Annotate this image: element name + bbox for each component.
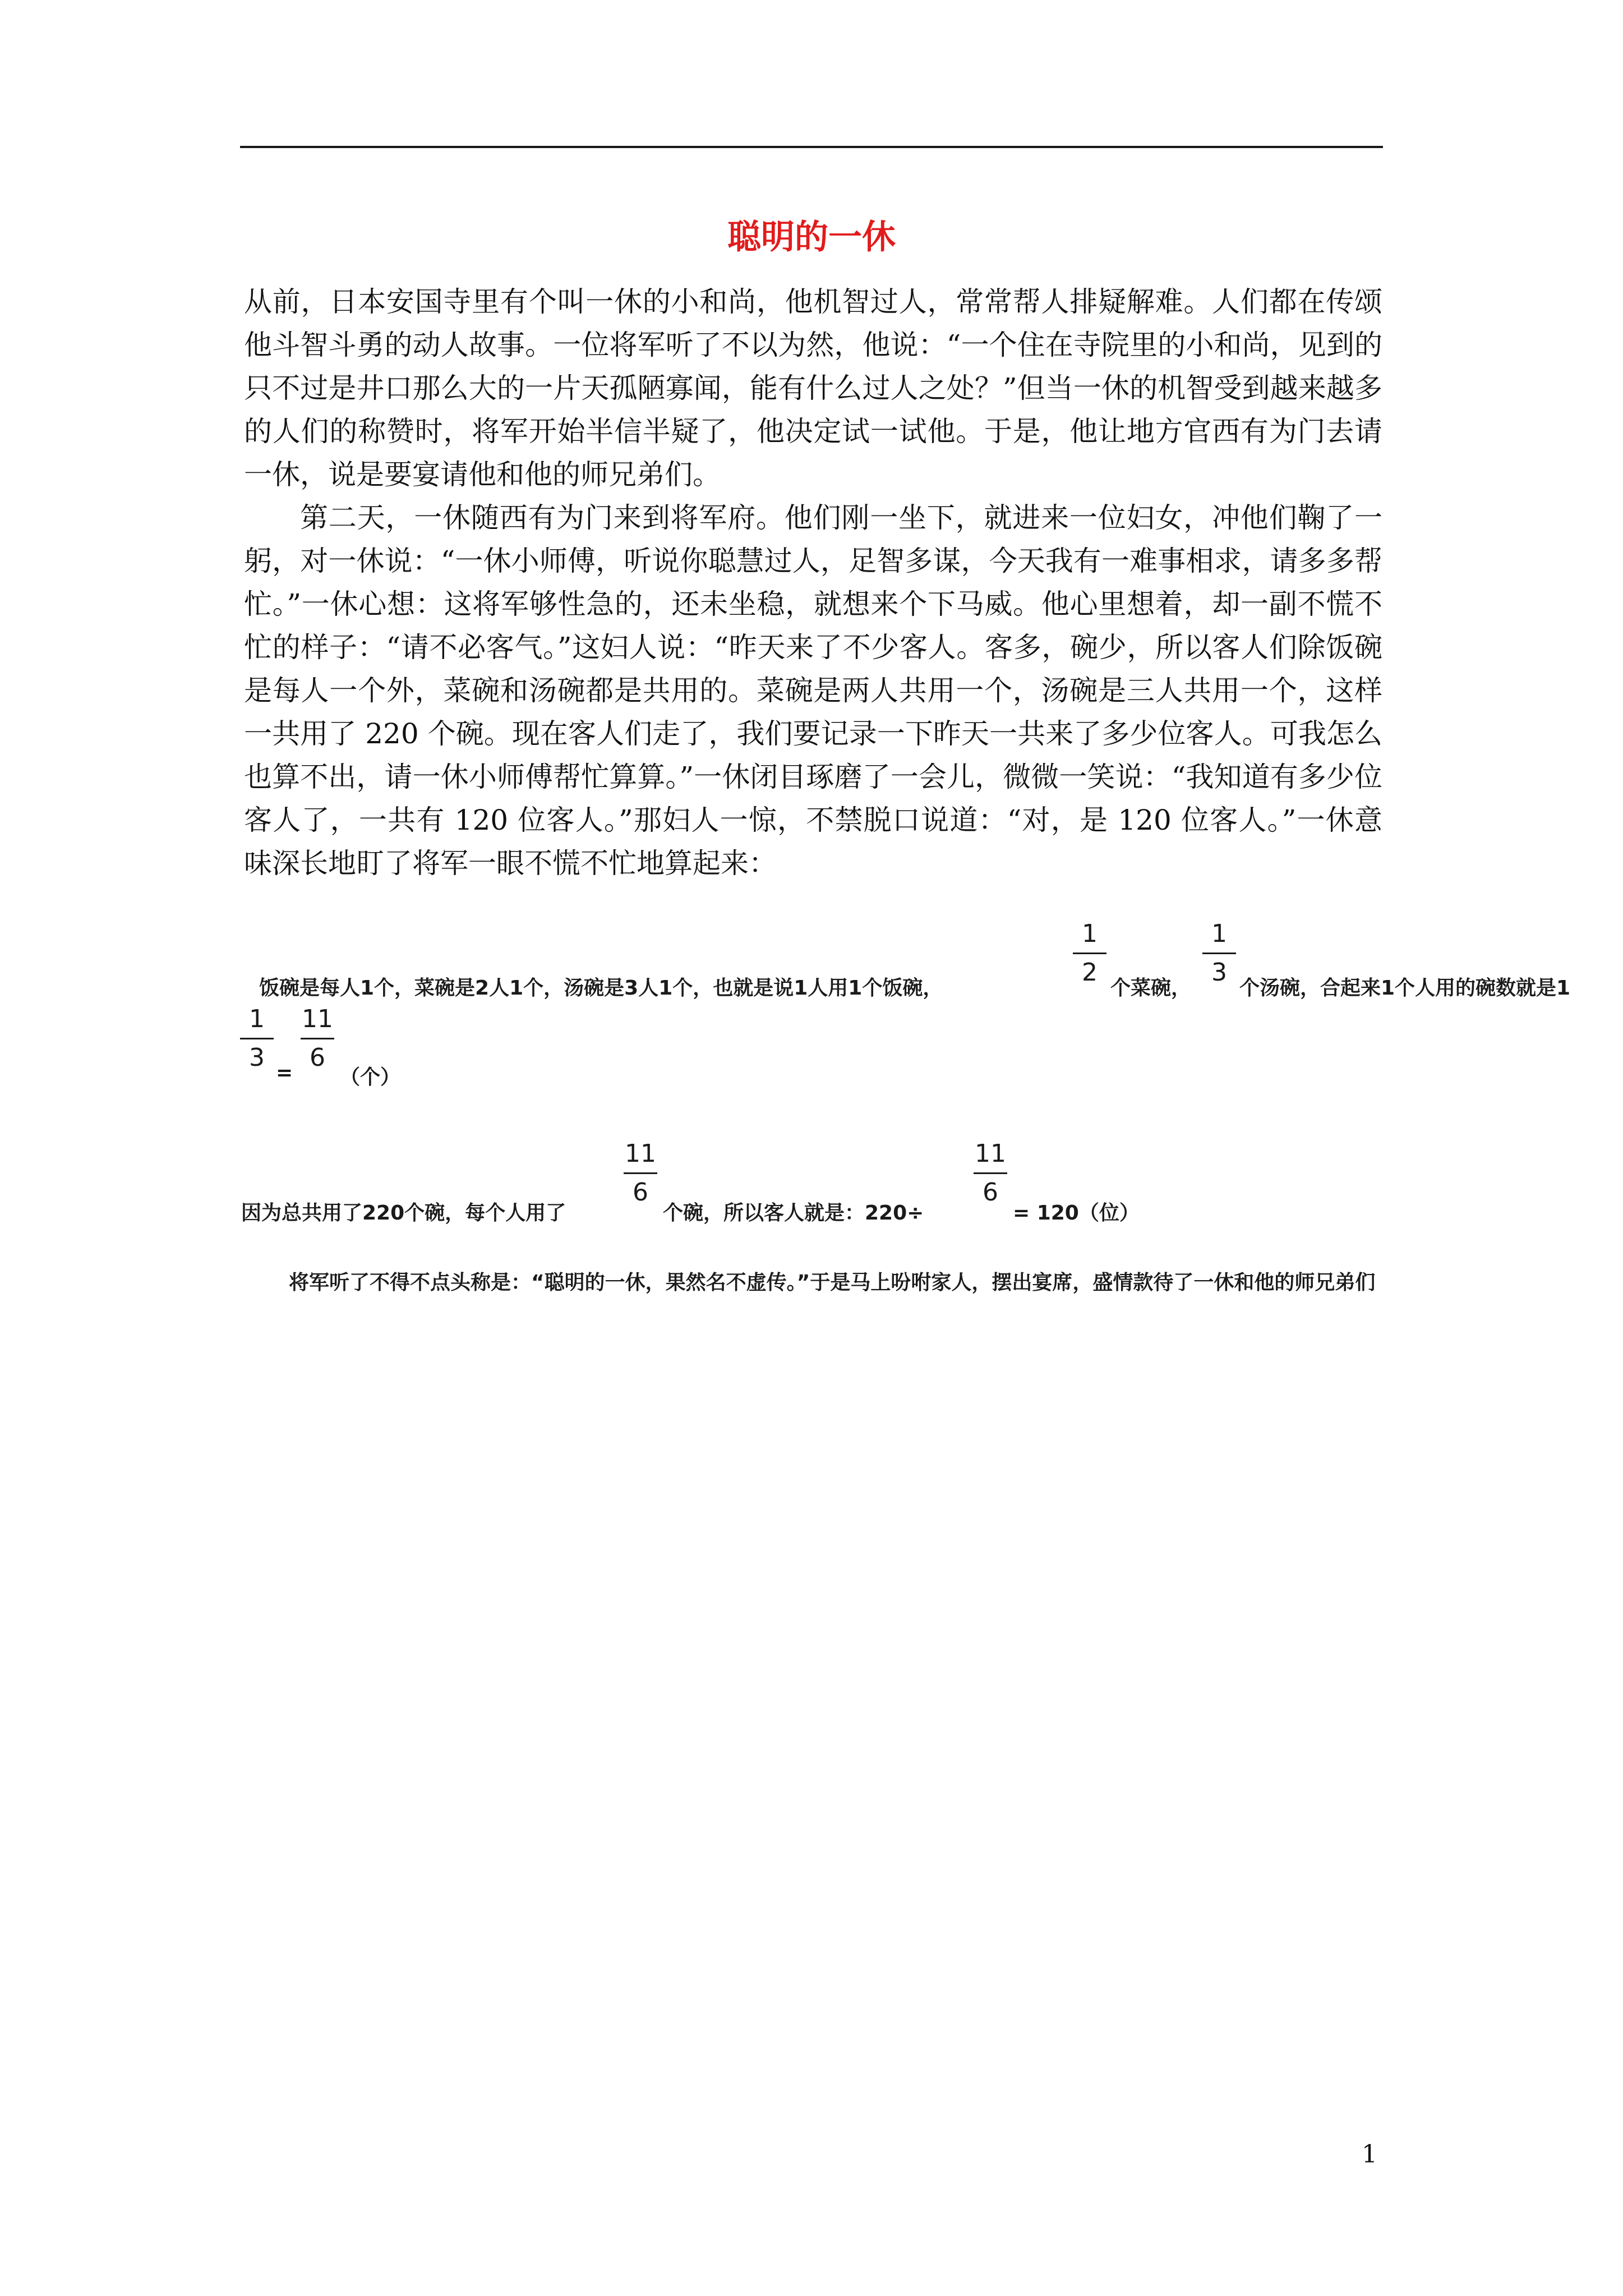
fraction-numerator: 1 — [249, 1005, 265, 1033]
fraction-denominator: 6 — [310, 1043, 325, 1072]
fraction-numerator: 1 — [1211, 919, 1227, 948]
unit-label: （个） — [340, 1066, 401, 1089]
fraction-numerator: 11 — [975, 1139, 1006, 1168]
fraction-numerator: 11 — [625, 1139, 656, 1168]
calc-line3-text-3: = 120（位） — [1013, 1202, 1140, 1225]
calc-line1-text-2: 个菜碗， — [1110, 977, 1192, 1000]
calc-line1-text-3: 个汤碗，合起来1个人用的碗数就是1 — [1239, 977, 1571, 1000]
fraction-one-half — [1073, 919, 1106, 988]
fraction-denominator: 2 — [1082, 958, 1098, 987]
paragraph-2: 第二天，一休随西有为门来到将军府。他们刚一坐下，就进来一位妇女，冲他们鞠了一躬，对一休说：“一休小师傅，听说你聪慧过人，足智多谋，今天我有一难事相求，请多多帮忙。”一休心想：这将军够性急的，还未坐稳，就想来个下马威。他心里想着，却一副不慌不忙的样子：“请不必客气。”这妇人说：“昨天来了不少客人。客多，碗少，所以客人们除饭碗是每人一个外，菜碗和汤碗都是共用的。菜碗是两人共用一个，汤碗是三人共用一个，这样一共用了 220 个碗。现在客人们走了，我们要记录一下昨天一共来了多少位客人。可我怎么也算不出，请一休小师傅帮忙算算。”一休闭目琢磨了一会儿，微微一笑说：“我知道有多少位客人了，一共有 120 位客人。”那妇人一惊，不禁脱口说道：“对，是 120 位客人。”一休意味深长地盯了将军一眼不慌不忙地算起来： — [244, 501, 1382, 880]
calc-line3-text: 因为总共用了220个碗，每个人用了 — [241, 1202, 566, 1225]
fraction-bar — [1073, 953, 1106, 954]
fraction-bar — [974, 1172, 1007, 1174]
fraction-one-third — [1202, 919, 1236, 988]
paragraph-1: 从前，日本安国寺里有个叫一休的小和尚，他机智过人，常常帮人排疑解难。人们都在传颂他斗智斗勇的动人故事。一位将军听了不以为然，他说：“一个住在寺院里的小和尚，见到的只不过是井口那么大的一片天孤陋寡闻，能有什么过人之处？”但当一休的机智受到越来越多的人们的称赞时，将军开始半信半疑了，他决定试一试他。于是，他让地方官西有为门去请一休，说是要宴请他和他的师兄弟们。 — [244, 286, 1382, 491]
fraction-eleven-sixths-2 — [624, 1139, 657, 1208]
fraction-denominator: 3 — [1211, 958, 1227, 987]
fraction-bar — [301, 1038, 334, 1039]
story-body — [244, 280, 1382, 885]
fraction-bar — [1202, 953, 1236, 954]
fraction-denominator: 6 — [983, 1178, 998, 1207]
calc-line3-text-2: 个碗，所以客人就是：220÷ — [663, 1202, 924, 1225]
fraction-bar — [240, 1038, 274, 1039]
page-number: 1 — [1362, 2140, 1377, 2169]
fraction-denominator: 6 — [633, 1178, 648, 1207]
fraction-numerator: 1 — [1082, 919, 1098, 948]
header-rule — [240, 146, 1383, 148]
fraction-eleven-sixths — [301, 1004, 334, 1073]
equals-sign: = — [276, 1061, 293, 1084]
calc-line1-text: 饭碗是每人1个，菜碗是2人1个，汤碗是3人1个，也就是说1人用1个饭碗， — [259, 977, 943, 1000]
calc-line4-text: 将军听了不得不点头称是：“聪明的一休，果然名不虚传。”于是马上吩咐家人，摆出宴席，盛情款待了一休和他的师兄弟们 — [289, 1271, 1376, 1294]
page-title: 聪明的一休 — [727, 218, 896, 257]
fraction-one-third-2 — [240, 1004, 274, 1073]
fraction-eleven-sixths-3 — [974, 1139, 1007, 1208]
fraction-numerator: 11 — [302, 1005, 333, 1033]
fraction-bar — [624, 1172, 657, 1174]
fraction-denominator: 3 — [249, 1043, 265, 1072]
